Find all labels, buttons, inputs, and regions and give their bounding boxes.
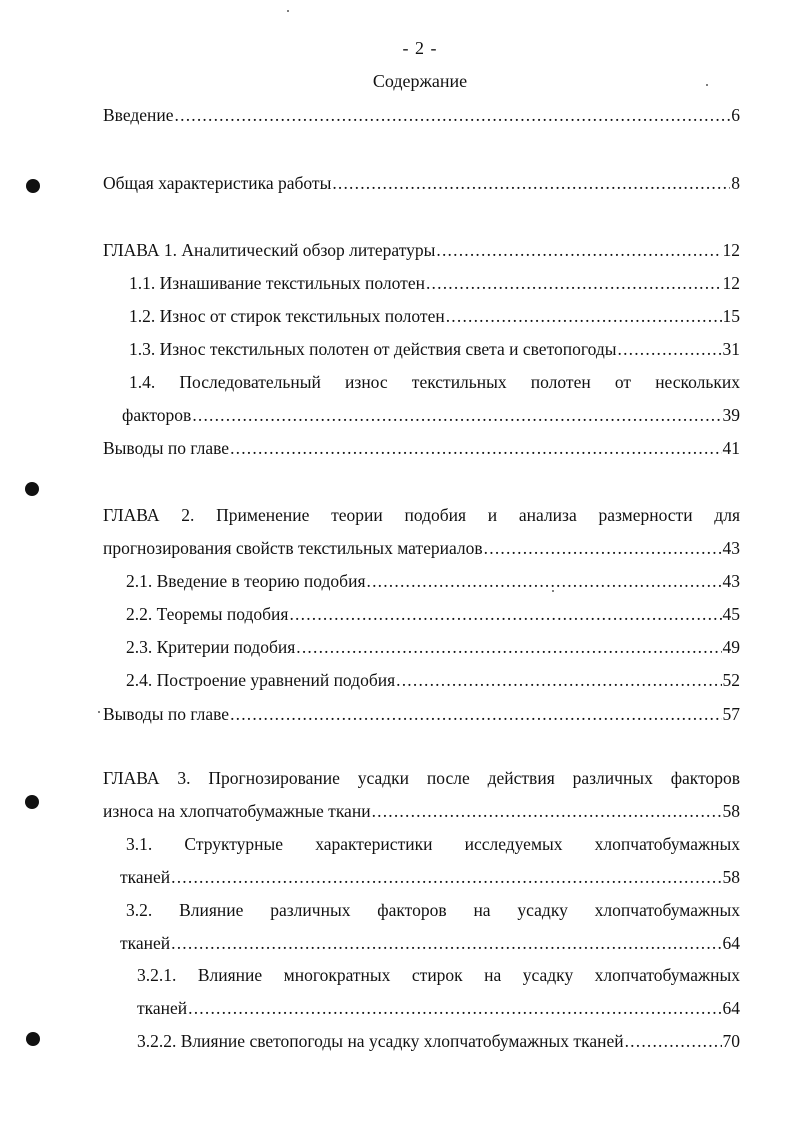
toc-entry-introduction [103,104,740,126]
toc-entry-page: 12 [722,240,740,260]
toc-entry-title: 2.3. Критерии подобия [126,637,296,657]
toc-entry-page: 49 [722,637,740,657]
toc-entry-title: факторов [122,405,192,425]
toc-leader-dots [289,603,721,625]
toc-entry-title: износа на хлопчатобумажные ткани [103,801,371,821]
toc-entry-section-3-2 [126,899,740,921]
toc-entry-page: 43 [722,538,740,558]
toc-entry-section-3-2-1 [137,964,740,986]
toc-entry-title: 2.4. Построение уравнений подобия [126,670,396,690]
toc-entry-section-1-1 [129,272,740,294]
toc-leader-dots [230,703,721,725]
toc-entry-title-line1: ГЛАВА 3. Прогнозирование усадки после действия различных факторов [103,768,740,788]
toc-entry-section-2-3 [126,636,740,658]
toc-entry-title: 1.2. Износ от стирок текстильных полотен [129,306,445,326]
toc-leader-dots [436,239,721,261]
toc-entry-page: 12 [722,273,740,293]
toc-entry-title: 1.3. Износ текстильных полотен от действия света и светопогоды [129,339,617,359]
toc-entry-title: прогнозирования свойств текстильных материалов [103,538,483,558]
toc-entry-page: 52 [722,670,740,690]
toc-entry-title: Общая характеристика работы [103,173,332,193]
toc-entry-title: 1.1. Изнашивание текстильных полотен [129,273,425,293]
toc-entry-title: Выводы по главе [103,704,230,724]
toc-entry-chapter-1-conclusions [103,437,740,459]
toc-entry-page: 70 [722,1031,740,1051]
toc-leader-dots [618,338,722,360]
toc-entry-page: 41 [722,438,740,458]
toc-leader-dots [171,866,721,888]
toc-leader-dots [188,997,721,1019]
toc-leader-dots [426,272,722,294]
toc-entry-page: 45 [722,604,740,624]
toc-entry-title: тканей [137,998,188,1018]
toc-leader-dots [372,800,722,822]
toc-entry-section-3-1 [126,833,740,855]
toc-entry-title: 2.1. Введение в теорию подобия [126,571,366,591]
toc-entry-title-line1: 3.2. Влияние различных факторов на усадку хлопчатобумажных [126,900,740,920]
scan-speck [98,711,100,713]
toc-leader-dots [332,172,730,194]
toc-entry-page: 31 [722,339,740,359]
toc-entry-title: 3.2.2. Влияние светопогоды на усадку хлопчатобумажных тканей [137,1031,624,1051]
toc-leader-dots [192,404,721,426]
toc-entry-title: 2.2. Теоремы подобия [126,604,289,624]
toc-entry-title-line1: 1.4. Последовательный износ текстильных полотен от нескольких [129,372,740,392]
toc-entry-page: 64 [722,933,740,953]
toc-entry-chapter-2-conclusions [103,703,740,725]
toc-entry-title: тканей [120,933,171,953]
toc-entry-page: 57 [722,704,740,724]
toc-entry-section-1-4 [129,371,740,393]
toc-entry-chapter-1 [103,239,740,261]
toc-entry-section-3-2-cont [120,932,740,954]
toc-leader-dots [230,437,721,459]
toc-entry-section-3-1-cont [120,866,740,888]
toc-entry-title: ГЛАВА 1. Аналитический обзор литературы [103,240,436,260]
toc-entry-chapter-3 [103,767,740,789]
toc-leader-dots [367,570,722,592]
toc-entry-page: 64 [722,998,740,1018]
toc-leader-dots [446,305,722,327]
scan-speck [287,10,289,12]
toc-entry-general-characteristics [103,172,740,194]
toc-entry-chapter-2 [103,504,740,526]
toc-entry-title-line1: 3.2.1. Влияние многократных стирок на усадку хлопчатобумажных [137,965,740,985]
toc-entry-title-line1: ГЛАВА 2. Применение теории подобия и анализа размерности для [103,505,740,525]
scan-speck [706,84,708,86]
toc-entry-page: 6 [731,105,740,125]
toc-entry-section-2-4 [126,669,740,691]
toc-entry-title: тканей [120,867,171,887]
toc-leader-dots [175,104,731,126]
toc-leader-dots [625,1030,722,1052]
toc-leader-dots [484,537,722,559]
toc-entry-chapter-3-cont [103,800,740,822]
toc-entry-title: Введение [103,105,174,125]
toc-entry-title: Выводы по главе [103,438,230,458]
toc-entry-page: 8 [731,173,740,193]
toc-entry-section-3-2-2 [137,1030,740,1052]
toc-entry-page: 43 [722,571,740,591]
toc-leader-dots [171,932,721,954]
toc-entry-section-2-2 [126,603,740,625]
toc-entry-section-2-1 [126,570,740,592]
toc-entry-page: 39 [722,405,740,425]
toc-entry-section-1-4-cont [122,404,740,426]
hole-punch-mark [25,482,39,496]
toc-entry-title-line1: 3.1. Структурные характеристики исследуемых хлопчатобумажных [126,834,740,854]
toc-entry-chapter-2-cont [103,537,740,559]
toc-leader-dots [396,669,721,691]
page-number: - 2 - [402,38,438,58]
hole-punch-mark [25,795,39,809]
hole-punch-mark [26,1032,40,1046]
hole-punch-mark [26,179,40,193]
toc-entry-section-3-2-1-cont [137,997,740,1019]
scan-speck [552,590,554,592]
toc-entry-page: 58 [722,801,740,821]
toc-entry-page: 15 [722,306,740,326]
toc-title: Содержание [372,71,468,91]
toc-entry-section-1-2 [129,305,740,327]
toc-entry-page: 58 [722,867,740,887]
toc-entry-section-1-3 [129,338,740,360]
toc-leader-dots [296,636,721,658]
